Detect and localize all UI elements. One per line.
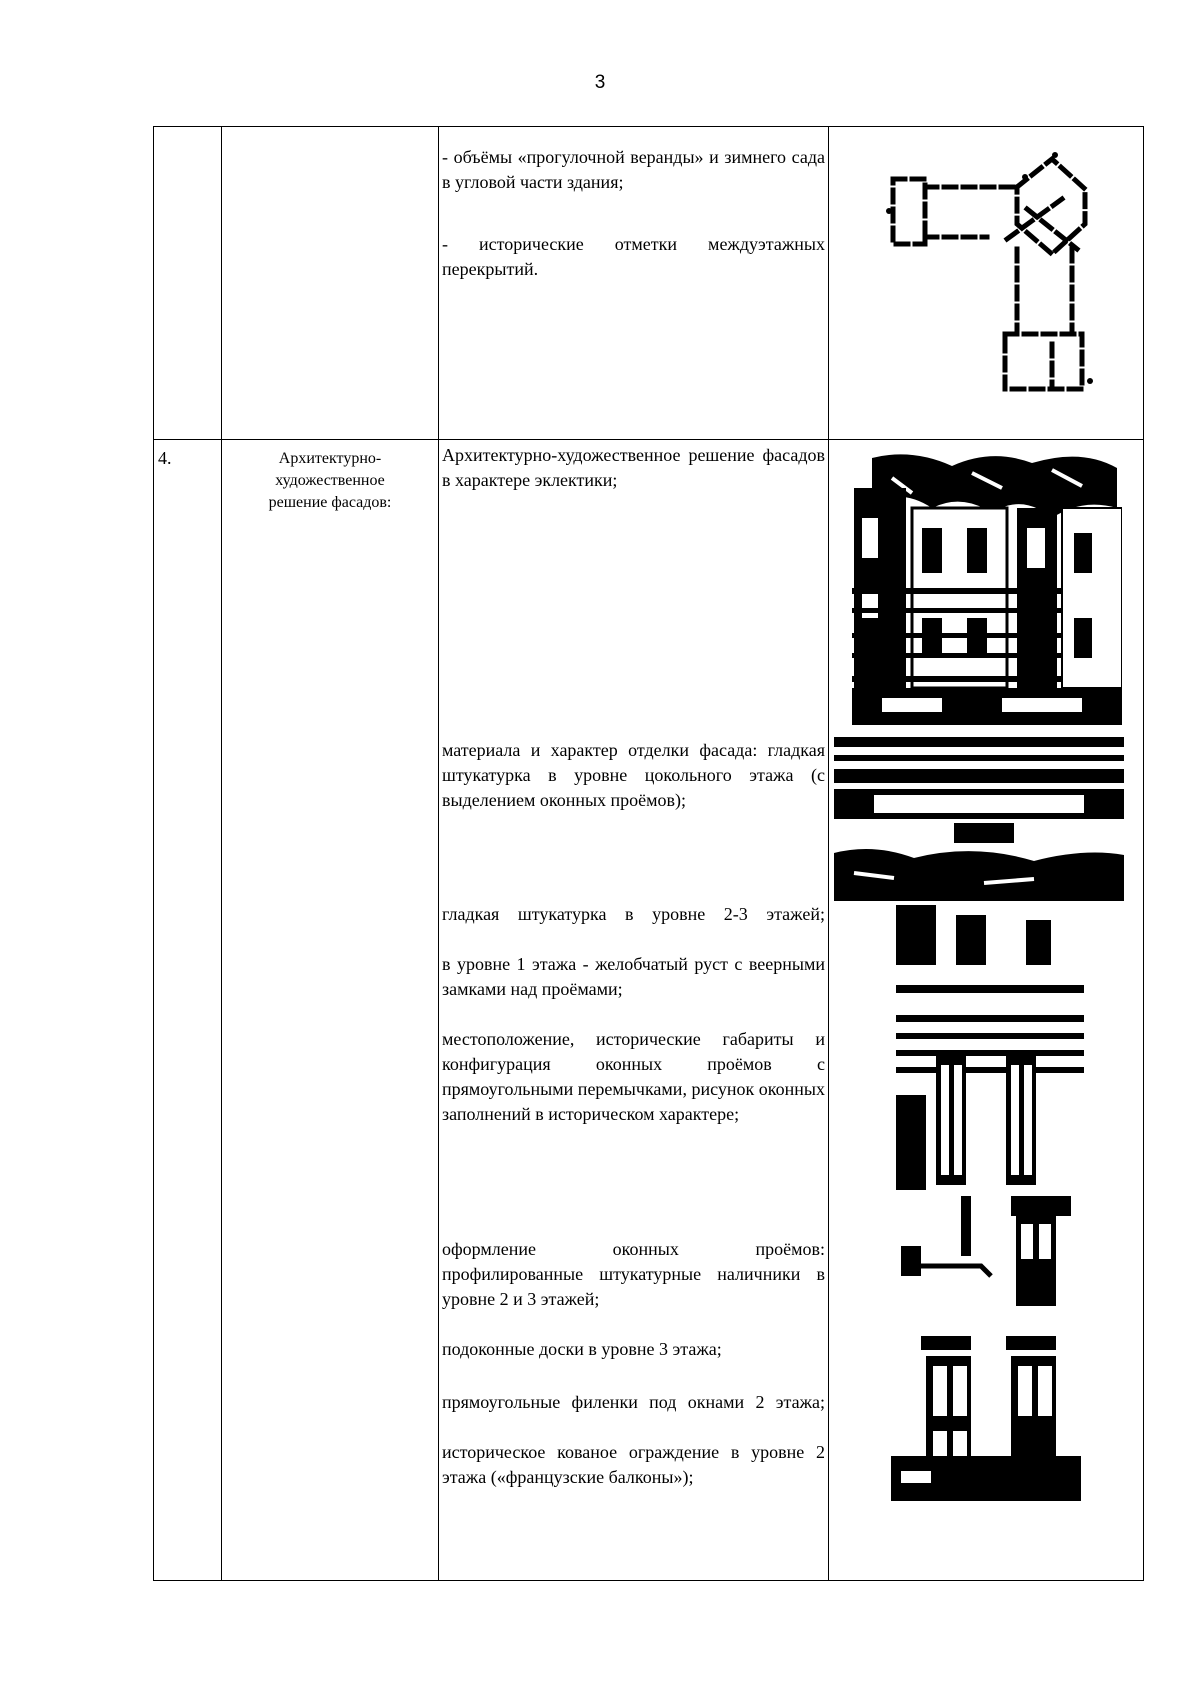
row-subject-cell — [222, 440, 439, 1581]
facade-corner-photo-drawing — [852, 448, 1122, 725]
subject-line: решение фасадов: — [268, 494, 392, 511]
subject-line: Архитектурно- — [278, 450, 382, 467]
window-surrounds-photo — [891, 1196, 1081, 1501]
row-subject-cell — [222, 127, 439, 440]
table-row — [154, 127, 1144, 440]
row-description-cell — [439, 440, 829, 1581]
description-paragraph: материала и характер отделки фасада: гладкая штукатурка в уровне цокольного этажа (с выделением оконных проёмов); — [442, 740, 825, 810]
description-paragraph: прямоугольные филенки под окнами 2 этажа; — [442, 1392, 825, 1412]
row-description-cell — [439, 127, 829, 440]
window-surrounds-photo-drawing — [891, 1196, 1081, 1501]
row-illustration-cell — [829, 440, 1144, 1581]
floor-plan-scheme-drawing — [877, 149, 1107, 403]
description-paragraph: местоположение, исторические габариты и конфигурация оконных проёмов с прямоугольными перемычками, рисунок оконных заполнений в историческом характере; — [442, 1029, 825, 1124]
row-number-cell: 4. — [154, 440, 222, 1581]
plinth-plaster-photo — [834, 733, 1124, 901]
floor-plan-scheme-image — [877, 149, 1107, 403]
rusticated-facade-photo-drawing — [896, 905, 1084, 1190]
table-row — [154, 440, 1144, 1581]
rusticated-facade-photo — [896, 905, 1084, 1190]
description-paragraph: в уровне 1 этажа - желобчатый руст с веерными замками над проёмами; — [442, 954, 825, 999]
description-paragraph: оформление оконных проёмов: профилированные штукатурные наличники в уровне 2 и 3 этажей; — [442, 1239, 825, 1309]
description-paragraph: подоконные доски в уровне 3 этажа; — [442, 1339, 722, 1359]
monument-subject-table — [153, 126, 1144, 1581]
description-paragraph: - объёмы «прогулочной веранды» и зимнего сада в угловой части здания; — [442, 147, 825, 192]
facade-corner-photo — [852, 448, 1122, 725]
description-paragraph: историческое кованое ограждение в уровне 2 этажа («французские балконы»); — [442, 1442, 825, 1487]
plinth-plaster-photo-drawing — [834, 733, 1124, 901]
subject-line: художественное — [275, 472, 385, 489]
description-paragraph: гладкая штукатурка в уровне 2-3 этажей; — [442, 904, 825, 924]
description-paragraph: Архитектурно-художественное решение фасадов в характере эклектики; — [442, 445, 825, 490]
description-paragraph: - исторические отметки междуэтажных перекрытий. — [442, 234, 825, 279]
row-number-cell — [154, 127, 222, 440]
page-number: 3 — [594, 72, 606, 93]
row-illustration-cell — [829, 127, 1144, 440]
